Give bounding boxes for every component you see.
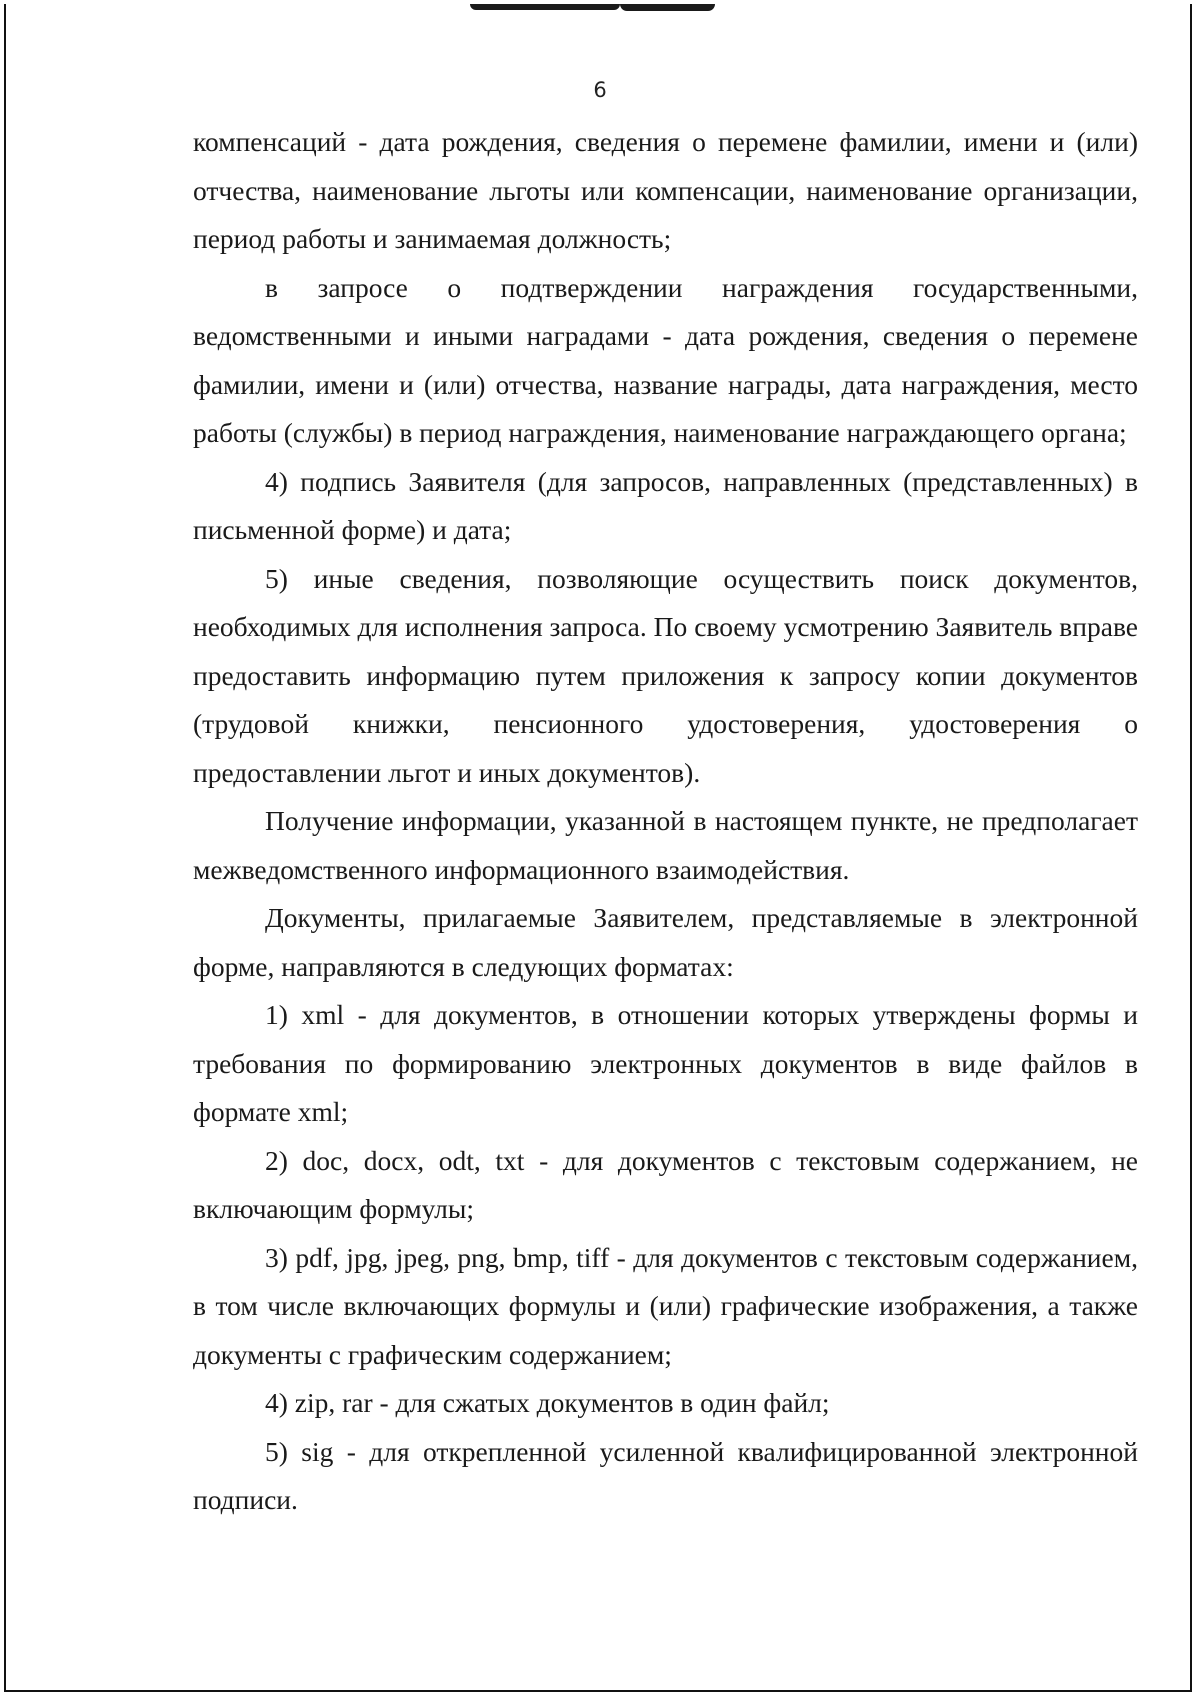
paragraph: в запросе о подтверждении награждения государственными, ведомственными и иными наградами - дата рождения, сведения о перемене фамилии, имени и (или) отчества, название награды, дата награждения, место работы (службы) в период награждения, наименование награждающего органа; (193, 271, 1138, 448)
scan-artifact (470, 4, 620, 10)
document-body (193, 118, 1138, 1525)
paragraph: 2) doc, docx, odt, txt - для документов с текстовым содержанием, не включающим формулы; (193, 1144, 1138, 1224)
paragraph: 4) zip, rar - для сжатых документов в один файл; (265, 1387, 830, 1418)
paragraph: 1) xml - для документов, в отношении которых утверждены формы и требования по формированию электронных документов в виде файлов в формате xml; (193, 999, 1138, 1127)
paragraph: Документы, прилагаемые Заявителем, представляемые в электронной форме, направляются в следующих форматах: (193, 902, 1138, 982)
paragraph: 4) подпись Заявителя (для запросов, направленных (представленных) в письменной форме) и дата; (193, 465, 1138, 545)
paragraph: компенсаций - дата рождения, сведения о перемене фамилии, имени и (или) отчества, наименование льготы или компенсации, наименование организации, период работы и занимаемая должность; (193, 126, 1138, 254)
paragraph: 5) sig - для открепленной усиленной квалифицированной электронной подписи. (193, 1435, 1138, 1515)
scan-artifact (620, 4, 715, 11)
paragraph: 3) pdf, jpg, jpeg, png, bmp, tiff - для документов с текстовым содержанием, в том числе включающих формулы и (или) графические изображения, а также документы с графическим содержанием; (193, 1241, 1138, 1370)
paragraph: Получение информации, указанной в настоящем пункте, не предполагает межведомственного информационного взаимодействия. (193, 805, 1138, 885)
paragraph: 5) иные сведения, позволяющие осуществить поиск документов, необходимых для исполнения запроса. По своему усмотрению Заявитель вправе предоставить информацию путем приложения к запросу копии документов (трудовой книжки, пенсионного удостоверения, удостоверения о предоставлении льгот и иных документов). (193, 562, 1138, 788)
page-number: 6 (593, 78, 607, 102)
